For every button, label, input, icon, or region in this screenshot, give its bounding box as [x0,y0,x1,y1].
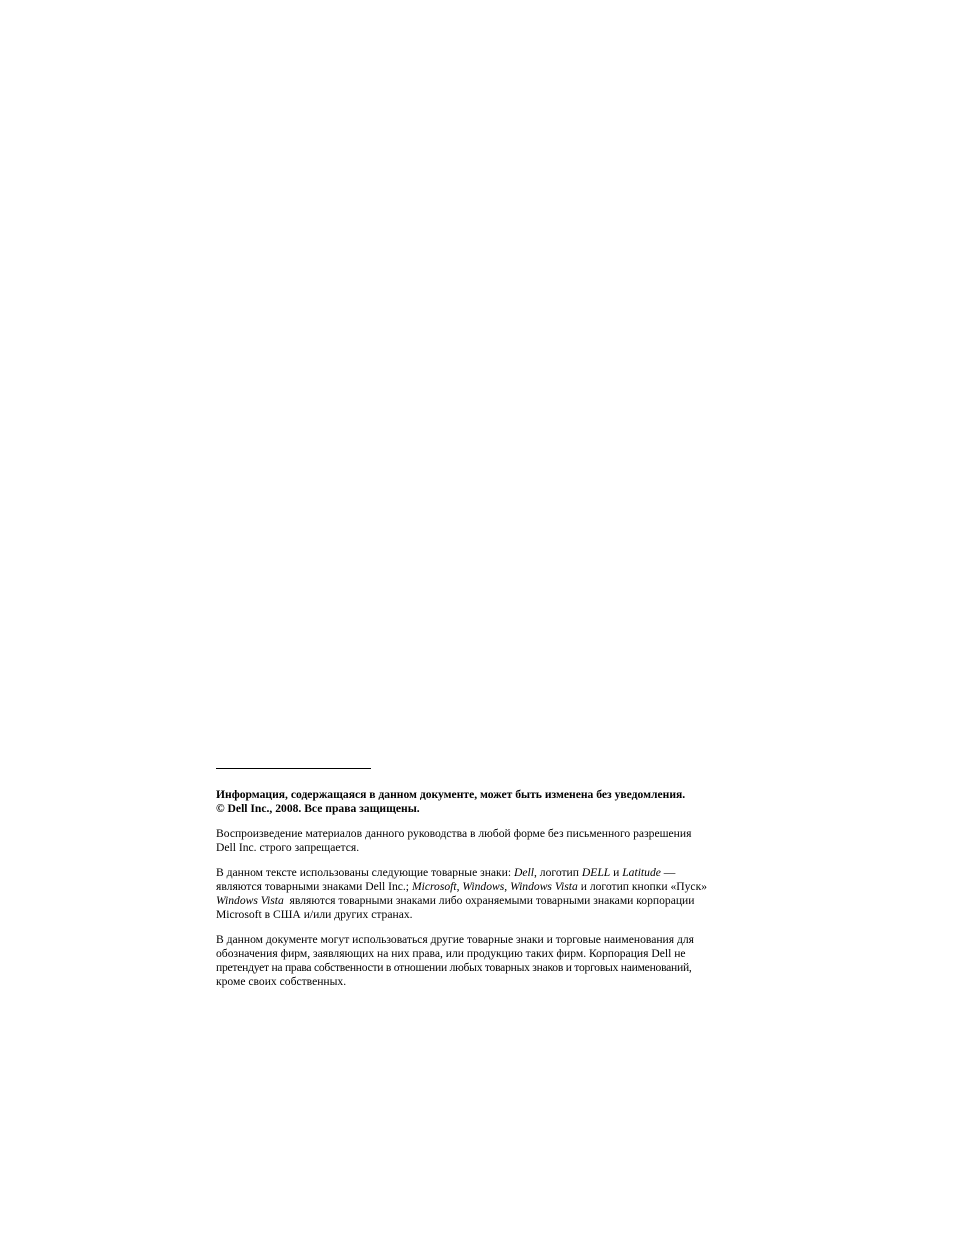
change-notice-line: Информация, содержащаяся в данном документе, может быть изменена без уведомления. [216,788,686,801]
text-run: — [660,866,676,879]
trademark-windows-vista: Windows Vista [216,894,284,907]
change-notice [216,788,746,816]
other-marks-line: В данном документе могут использоваться другие товарные знаки и торговые наименования для [216,933,694,946]
trademark-latitude: Latitude [622,866,661,879]
reproduction-line: Dell Inc. строго запрещается. [216,841,360,854]
trademark-microsoft: Microsoft [411,880,457,893]
text-run: , логотип [533,866,582,879]
legal-notice-block [216,768,746,1000]
trademarks-line: Microsoft в США и/или других странах. [216,908,413,921]
trademark-dell: Dell [514,866,534,879]
copyright-line: © Dell Inc., 2008. Все права защищены. [216,802,420,815]
other-marks-line: претендует на права собственности в отношении любых товарных знаков и торговых наименований, [216,961,692,974]
other-marks-line: кроме своих собственных. [216,975,347,988]
text-run: и логотип кнопки «Пуск» [577,880,707,893]
trademark-dell-logo: DELL [581,866,611,879]
text-run: , [456,880,463,893]
reproduction-line: Воспроизведение материалов данного руководства в любой форме без письменного разрешения [216,827,692,840]
trademarks-line [216,880,746,894]
text-run: являются товарными знаками Dell Inc.; [216,880,412,893]
trademark-windows-vista: Windows Vista [510,880,578,893]
reproduction-paragraph [216,827,746,855]
text-run: являются товарными знаками либо охраняемыми товарными знаками корпорации [283,894,695,907]
text-run: и [610,866,623,879]
text-run: , [504,880,511,893]
trademarks-line [216,866,746,880]
other-marks-paragraph [216,933,746,989]
other-marks-line: обозначения фирм, заявляющих на них права, или продукцию таких фирм. Корпорация Dell не [216,947,686,960]
trademarks-line [216,894,746,908]
trademarks-paragraph [216,866,746,922]
text-run: В данном тексте использованы следующие товарные знаки: [216,866,515,879]
separator-rule [216,768,371,769]
trademark-windows: Windows [462,880,505,893]
